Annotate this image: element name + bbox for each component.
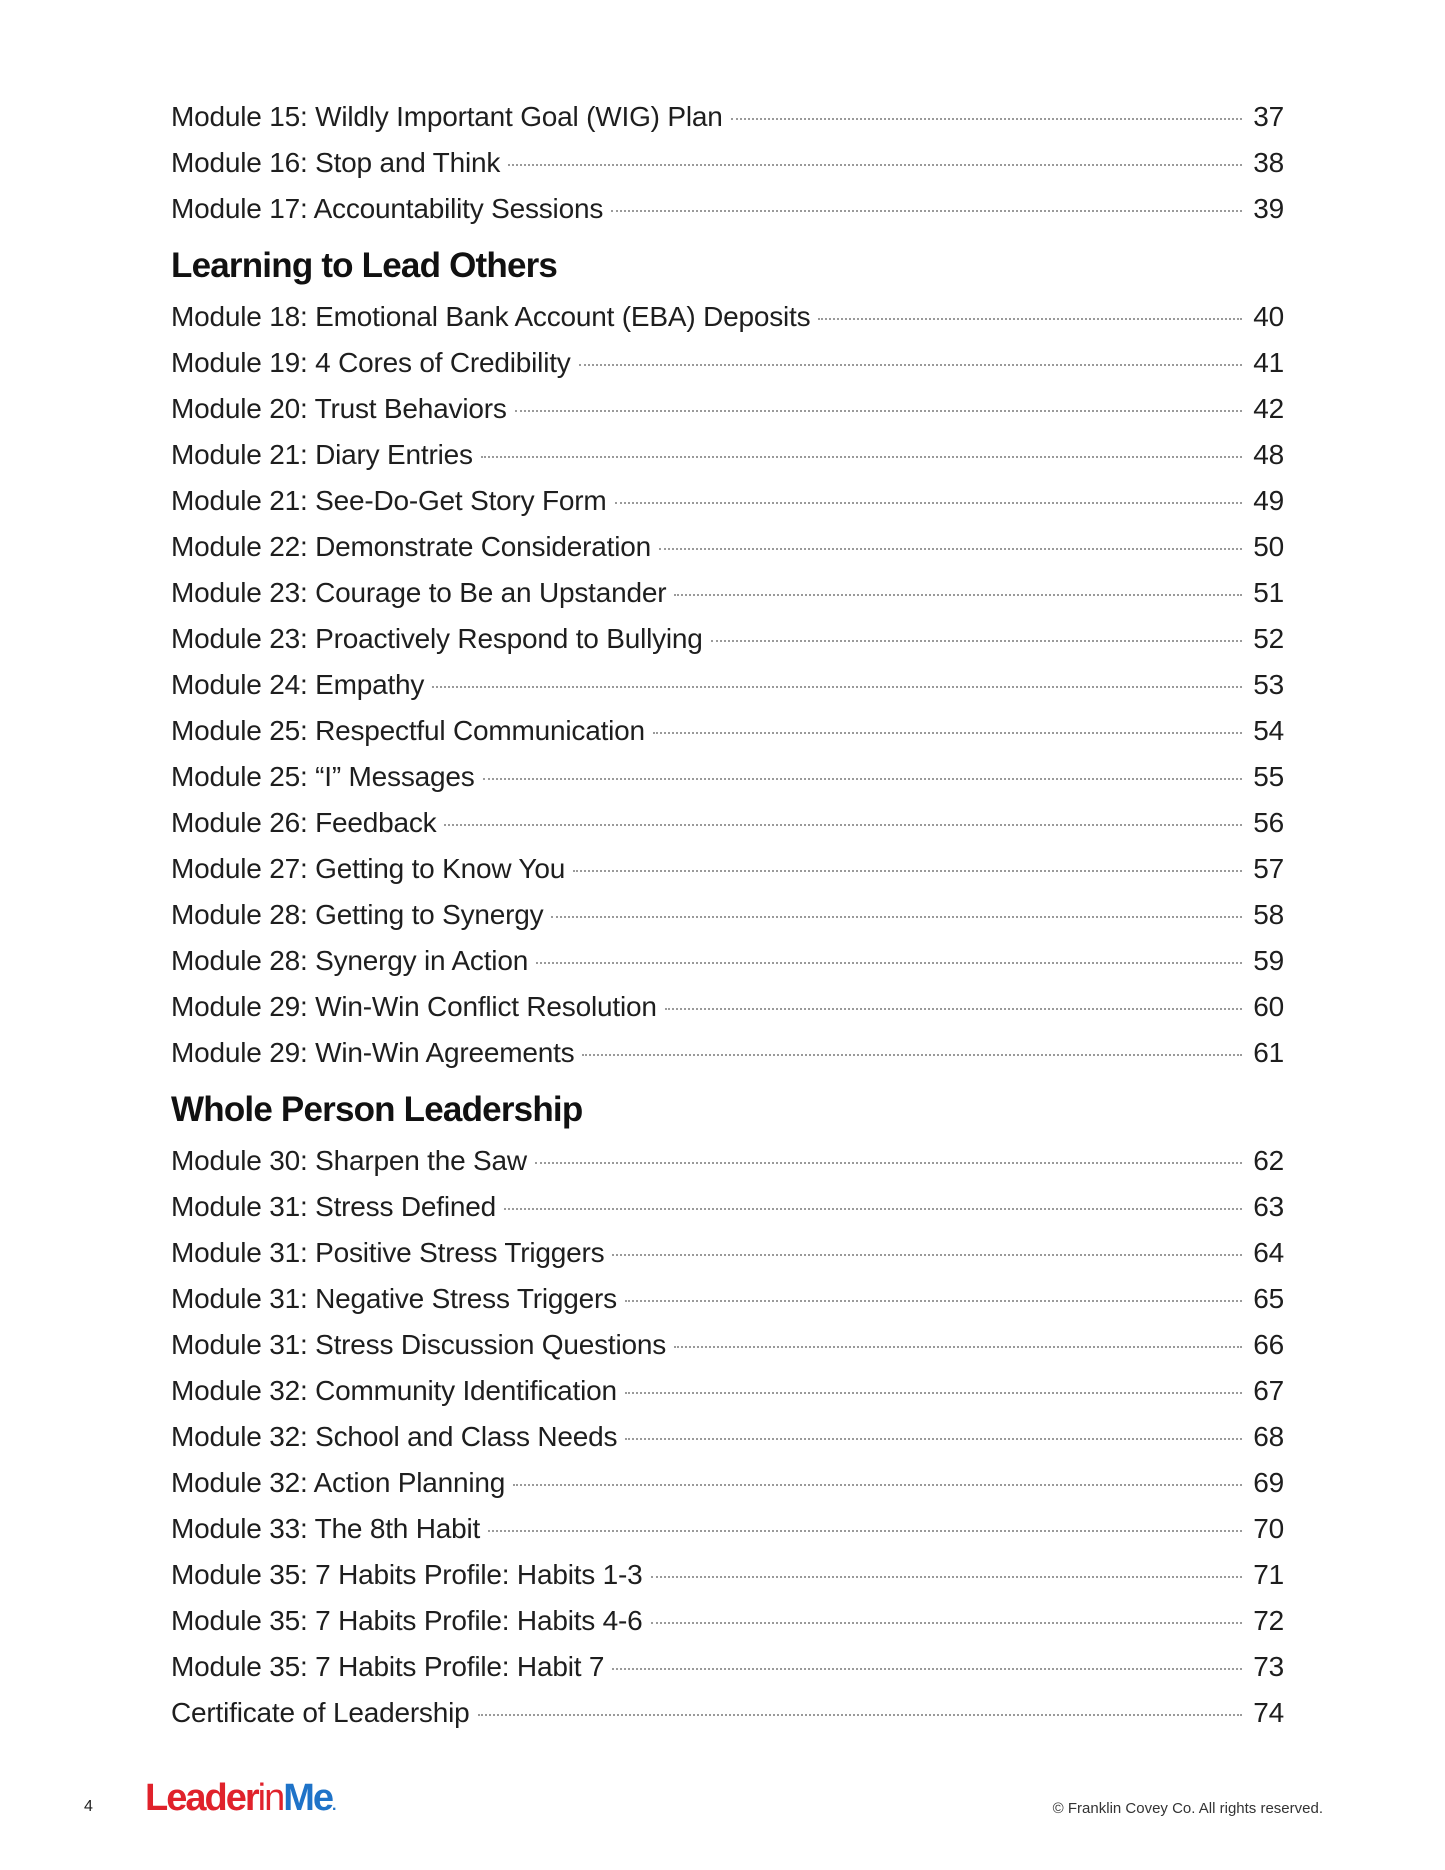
toc-entry-page-number: 67 <box>1253 1375 1284 1406</box>
toc-entry-page-number: 54 <box>1253 715 1284 746</box>
dot-leader <box>551 915 1242 918</box>
dot-leader <box>536 961 1242 964</box>
toc-entry-page-number: 60 <box>1253 991 1284 1022</box>
toc-entry-page-number: 55 <box>1253 761 1284 792</box>
toc-entry-page-number: 48 <box>1253 439 1284 470</box>
dot-leader <box>731 117 1242 120</box>
toc-entry-page-number: 73 <box>1253 1651 1284 1682</box>
toc-entry <box>171 1506 1284 1552</box>
toc-entry-title: Module 31: Positive Stress Triggers <box>171 1237 605 1268</box>
dot-leader <box>674 593 1242 596</box>
toc-entry-page-number: 68 <box>1253 1421 1284 1452</box>
toc-entry-title: Module 25: Respectful Communication <box>171 715 645 746</box>
toc-entry-title: Module 35: 7 Habits Profile: Habits 1-3 <box>171 1559 643 1590</box>
dot-leader <box>674 1345 1242 1348</box>
dot-leader <box>625 1391 1242 1394</box>
copyright-notice: © Franklin Covey Co. All rights reserved. <box>1052 1800 1323 1817</box>
dot-leader <box>818 317 1242 320</box>
dot-leader <box>651 1575 1242 1578</box>
toc-entry <box>171 1644 1284 1690</box>
leader-in-me-logo <box>145 1776 334 1828</box>
toc-entry-page-number: 52 <box>1253 623 1284 654</box>
toc-entry <box>171 1230 1284 1276</box>
toc-entry-page-number: 59 <box>1253 945 1284 976</box>
toc-entry-page-number: 74 <box>1253 1697 1284 1728</box>
toc-entry-title: Certificate of Leadership <box>171 1697 470 1728</box>
toc-entry-page-number: 69 <box>1253 1467 1284 1498</box>
dot-leader <box>582 1053 1242 1056</box>
toc-entry-page-number: 50 <box>1253 531 1284 562</box>
toc-entry <box>171 140 1284 186</box>
dot-leader <box>665 1007 1242 1010</box>
toc-entry-title: Module 25: “I” Messages <box>171 761 475 792</box>
toc-entry <box>171 984 1284 1030</box>
toc-entry <box>171 1414 1284 1460</box>
dot-leader <box>513 1483 1242 1486</box>
toc-entry-title: Module 31: Stress Defined <box>171 1191 496 1222</box>
dot-leader <box>653 731 1242 734</box>
dot-leader <box>651 1621 1242 1624</box>
logo-part-me: Me <box>283 1777 332 1819</box>
dot-leader <box>478 1713 1242 1716</box>
toc-entry-title: Module 31: Stress Discussion Questions <box>171 1329 667 1360</box>
toc-entry-title: Module 21: Diary Entries <box>171 439 473 470</box>
toc-entry <box>171 1184 1284 1230</box>
toc-entry <box>171 386 1284 432</box>
toc-entry-page-number: 49 <box>1253 485 1284 516</box>
toc-entry-page-number: 64 <box>1253 1237 1284 1268</box>
toc-entry <box>171 800 1284 846</box>
toc-entry-title: Module 23: Proactively Respond to Bullying <box>171 623 703 654</box>
toc-entry <box>171 340 1284 386</box>
toc-entry <box>171 1276 1284 1322</box>
toc-entry-page-number: 40 <box>1253 301 1284 332</box>
toc-entry <box>171 892 1284 938</box>
toc-entry <box>171 570 1284 616</box>
toc-entry-title: Module 20: Trust Behaviors <box>171 393 507 424</box>
toc-entry-title: Module 28: Getting to Synergy <box>171 899 544 930</box>
toc-entry-title: Module 23: Courage to Be an Upstander <box>171 577 667 608</box>
dot-leader <box>573 869 1242 872</box>
toc-entry-title: Module 18: Emotional Bank Account (EBA) Deposits <box>171 301 811 332</box>
toc-entry <box>171 1030 1284 1076</box>
toc-entry-title: Module 35: 7 Habits Profile: Habits 4-6 <box>171 1605 643 1636</box>
toc-entry-title: Module 32: School and Class Needs <box>171 1421 618 1452</box>
toc-entry <box>171 1138 1284 1184</box>
logo-part-in: in <box>257 1777 284 1819</box>
toc-entry-title: Module 29: Win-Win Conflict Resolution <box>171 991 657 1022</box>
dot-leader <box>481 455 1242 458</box>
toc-entry <box>171 1322 1284 1368</box>
toc-entry <box>171 754 1284 800</box>
toc-entry <box>171 524 1284 570</box>
toc-entry <box>171 294 1284 340</box>
dot-leader <box>508 163 1242 166</box>
dot-leader <box>488 1529 1242 1532</box>
dot-leader <box>504 1207 1242 1210</box>
dot-leader <box>579 363 1242 366</box>
toc-entry-page-number: 53 <box>1253 669 1284 700</box>
logo-part-dot: . <box>332 1797 335 1814</box>
dot-leader <box>659 547 1242 550</box>
toc-entry-title: Module 31: Negative Stress Triggers <box>171 1283 617 1314</box>
dot-leader <box>611 209 1242 212</box>
toc-entry-page-number: 65 <box>1253 1283 1284 1314</box>
toc-entry <box>171 1598 1284 1644</box>
toc-entry-page-number: 41 <box>1253 347 1284 378</box>
toc-group <box>171 1138 1284 1736</box>
toc-entry <box>171 708 1284 754</box>
toc-entry-title: Module 24: Empathy <box>171 669 425 700</box>
toc-entry-page-number: 70 <box>1253 1513 1284 1544</box>
dot-leader <box>444 823 1242 826</box>
toc-entry-title: Module 19: 4 Cores of Credibility <box>171 347 571 378</box>
dot-leader <box>612 1253 1242 1256</box>
toc-entry-title: Module 32: Community Identification <box>171 1375 617 1406</box>
toc-entry-title: Module 26: Feedback <box>171 807 437 838</box>
toc-entry-title: Module 16: Stop and Think <box>171 147 501 178</box>
toc-group <box>171 294 1284 1076</box>
dot-leader <box>711 639 1242 642</box>
toc-entry-page-number: 51 <box>1253 577 1284 608</box>
toc-entry <box>171 846 1284 892</box>
toc-entry <box>171 478 1284 524</box>
toc-entry-page-number: 38 <box>1253 147 1284 178</box>
toc-entry-title: Module 32: Action Planning <box>171 1467 506 1498</box>
toc-entry <box>171 616 1284 662</box>
toc-entry <box>171 938 1284 984</box>
dot-leader <box>625 1437 1242 1440</box>
toc-entry-page-number: 42 <box>1253 393 1284 424</box>
footer-page-number: 4 <box>84 1798 93 1815</box>
toc-entry-page-number: 71 <box>1253 1559 1284 1590</box>
toc-group <box>171 94 1284 232</box>
toc-entry-page-number: 57 <box>1253 853 1284 884</box>
toc-entry <box>171 186 1284 232</box>
toc-entry-title: Module 28: Synergy in Action <box>171 945 529 976</box>
toc-entry-page-number: 37 <box>1253 101 1284 132</box>
toc-entry-title: Module 27: Getting to Know You <box>171 853 566 884</box>
table-of-contents <box>171 94 1284 1736</box>
toc-entry-title: Module 17: Accountability Sessions <box>171 193 604 224</box>
dot-leader <box>535 1161 1242 1164</box>
toc-entry-title: Module 22: Demonstrate Consideration <box>171 531 651 562</box>
toc-entry <box>171 1368 1284 1414</box>
toc-entry <box>171 1460 1284 1506</box>
logo-part-leader: Leader <box>145 1777 258 1819</box>
dot-leader <box>612 1667 1242 1670</box>
toc-entry <box>171 1690 1284 1736</box>
toc-entry-page-number: 58 <box>1253 899 1284 930</box>
toc-entry-title: Module 30: Sharpen the Saw <box>171 1145 527 1176</box>
dot-leader <box>615 501 1242 504</box>
toc-entry <box>171 662 1284 708</box>
section-heading-learning-to-lead-others: Learning to Lead Others <box>171 246 558 285</box>
toc-entry-page-number: 61 <box>1253 1037 1284 1068</box>
section-heading-whole-person-leadership: Whole Person Leadership <box>171 1090 583 1129</box>
dot-leader <box>432 685 1242 688</box>
toc-entry-page-number: 66 <box>1253 1329 1284 1360</box>
toc-entry <box>171 432 1284 478</box>
toc-entry-page-number: 39 <box>1253 193 1284 224</box>
toc-entry-page-number: 56 <box>1253 807 1284 838</box>
dot-leader <box>515 409 1242 412</box>
dot-leader <box>625 1299 1242 1302</box>
toc-entry-page-number: 63 <box>1253 1191 1284 1222</box>
toc-entry-title: Module 33: The 8th Habit <box>171 1513 481 1544</box>
toc-entry-page-number: 72 <box>1253 1605 1284 1636</box>
toc-entry-title: Module 21: See-Do-Get Story Form <box>171 485 607 516</box>
toc-entry <box>171 1552 1284 1598</box>
toc-entry-title: Module 35: 7 Habits Profile: Habit 7 <box>171 1651 605 1682</box>
toc-entry-title: Module 29: Win-Win Agreements <box>171 1037 575 1068</box>
toc-entry-title: Module 15: Wildly Important Goal (WIG) Plan <box>171 101 723 132</box>
toc-entry-page-number: 62 <box>1253 1145 1284 1176</box>
dot-leader <box>483 777 1242 780</box>
toc-entry <box>171 94 1284 140</box>
